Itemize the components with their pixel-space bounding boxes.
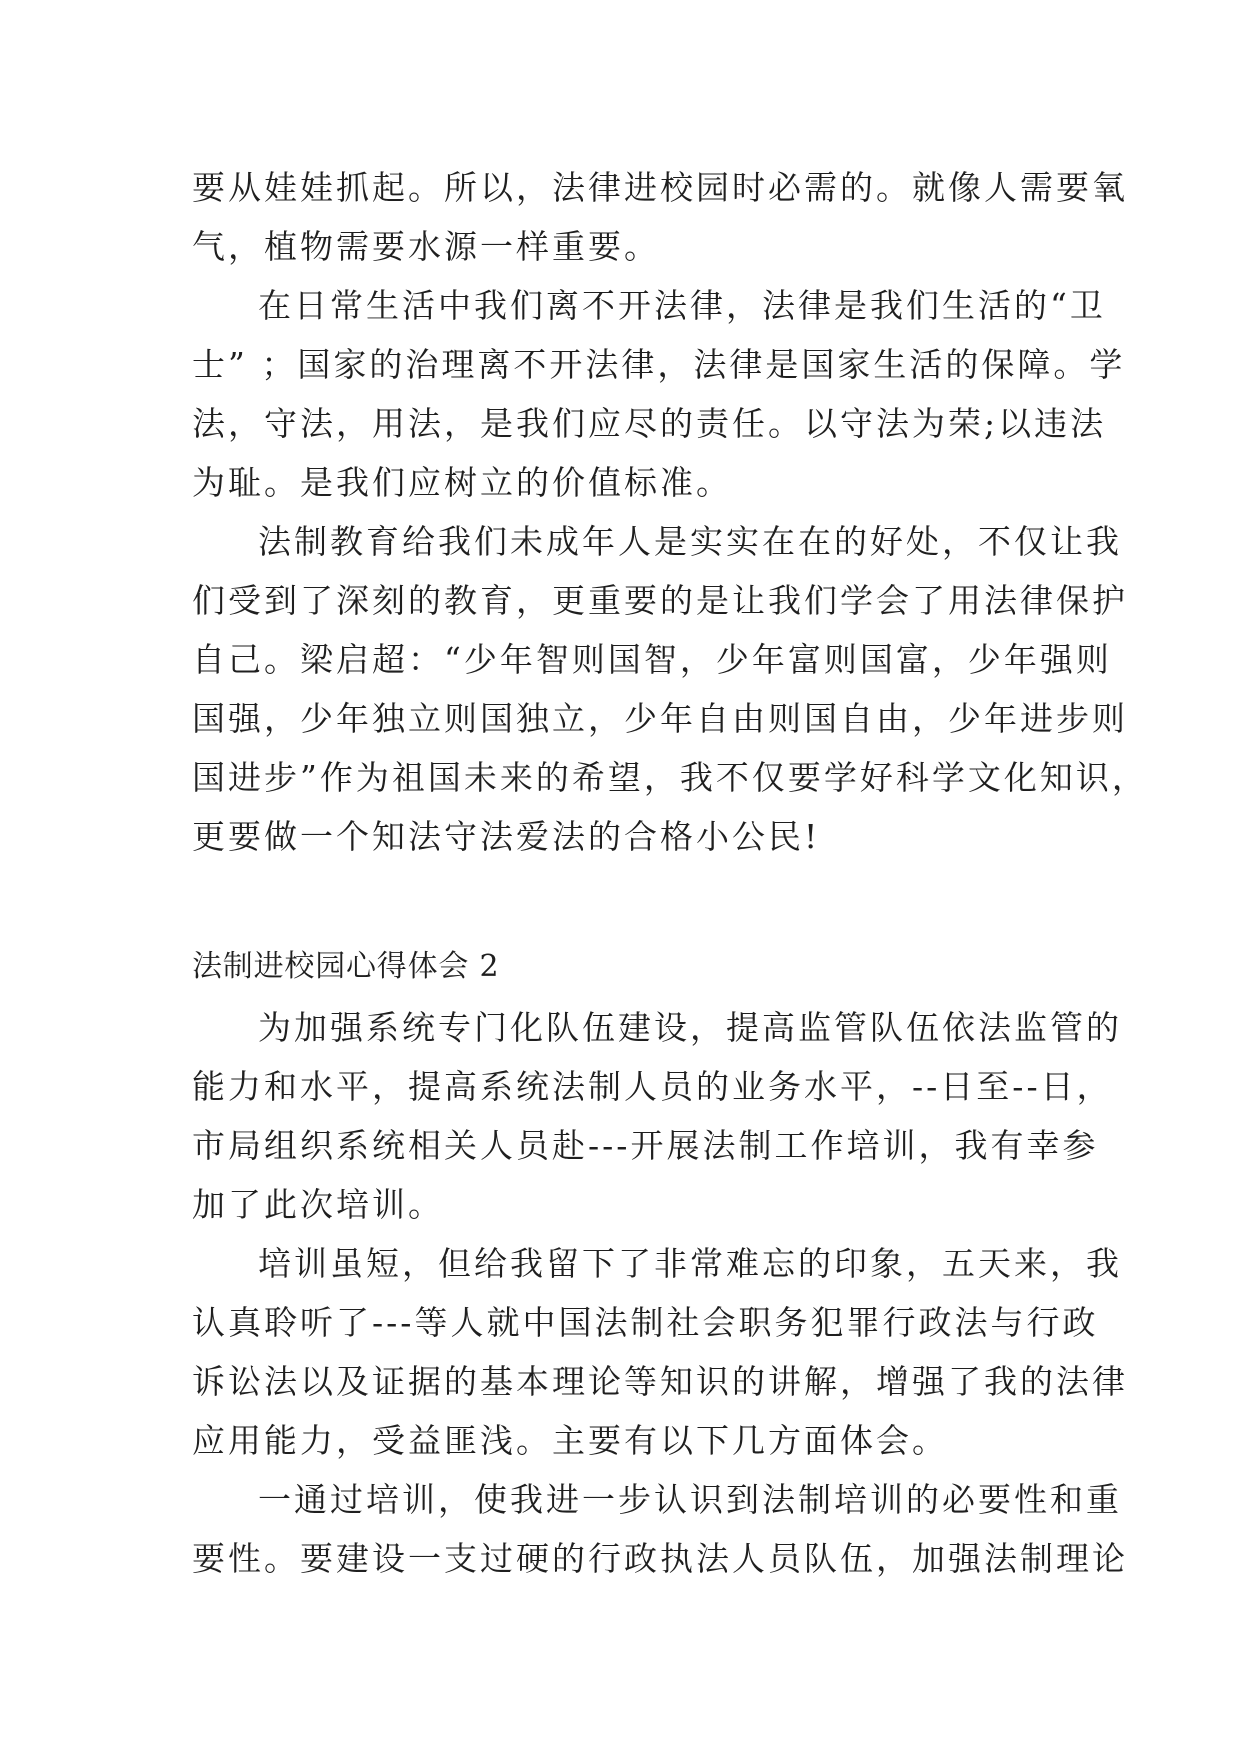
text-line: 们受到了深刻的教育，更重要的是让我们学会了用法律保护 (192, 581, 1128, 620)
paragraph (192, 998, 1122, 1234)
text-line: 一通过培训，使我进一步认识到法制培训的必要性和重 (258, 1480, 1122, 1519)
text-line: 诉讼法以及证据的基本理论等知识的讲解，增强了我的法律 (192, 1362, 1128, 1401)
text-line: 自己。梁启超：“少年智则国智，少年富则国富，少年强则 (192, 640, 1112, 679)
text-line: 法，守法，用法，是我们应尽的责任。以守法为荣;以违法 (192, 404, 1107, 443)
text-line: 气，植物需要水源一样重要。 (192, 227, 660, 266)
text-line: 应用能力，受益匪浅。主要有以下几方面体会。 (192, 1421, 948, 1460)
text-line: 法制教育给我们未成年人是实实在在的好处，不仅让我 (258, 522, 1122, 561)
text-line: 士” ；国家的治理离不开法律，法律是国家生活的保障。学 (192, 345, 1126, 384)
text-line: 要性。要建设一支过硬的行政执法人员队伍，加强法制理论 (192, 1539, 1128, 1578)
paragraph (192, 158, 1128, 276)
text-line: 认真聆听了---等人就中国法制社会职务犯罪行政法与行政 (192, 1303, 1099, 1342)
text-line: 更要做一个知法守法爱法的合格小公民! (192, 817, 821, 856)
text-line: 在日常生活中我们离不开法律，法律是我们生活的“卫 (258, 286, 1106, 325)
section-heading: 法制进校园心得体会 2 (192, 949, 500, 984)
paragraph (192, 1234, 1128, 1470)
text-line: 国强，少年独立则国独立，少年自由则国自由，少年进步则 (192, 699, 1128, 738)
text-line: 市局组织系统相关人员赴---开展法制工作培训，我有幸参 (192, 1126, 1099, 1165)
text-line: 能力和水平，提高系统法制人员的业务水平，--日至--日， (192, 1067, 1113, 1106)
text-line: 为加强系统专门化队伍建设，提高监管队伍依法监管的 (258, 1008, 1122, 1047)
text-line: 要从娃娃抓起。所以，法律进校园时必需的。就像人需要氧 (192, 168, 1128, 207)
document-body (192, 158, 1148, 1588)
paragraph (192, 276, 1126, 512)
text-line: 培训虽短，但给我留下了非常难忘的印象，五天来，我 (258, 1244, 1122, 1283)
paragraph (192, 512, 1148, 866)
text-line: 加了此次培训。 (192, 1185, 444, 1224)
text-line: 为耻。是我们应树立的价值标准。 (192, 463, 732, 502)
paragraph (192, 1470, 1128, 1588)
text-line: 国进步”作为祖国未来的希望，我不仅要学好科学文化知识， (192, 758, 1148, 797)
